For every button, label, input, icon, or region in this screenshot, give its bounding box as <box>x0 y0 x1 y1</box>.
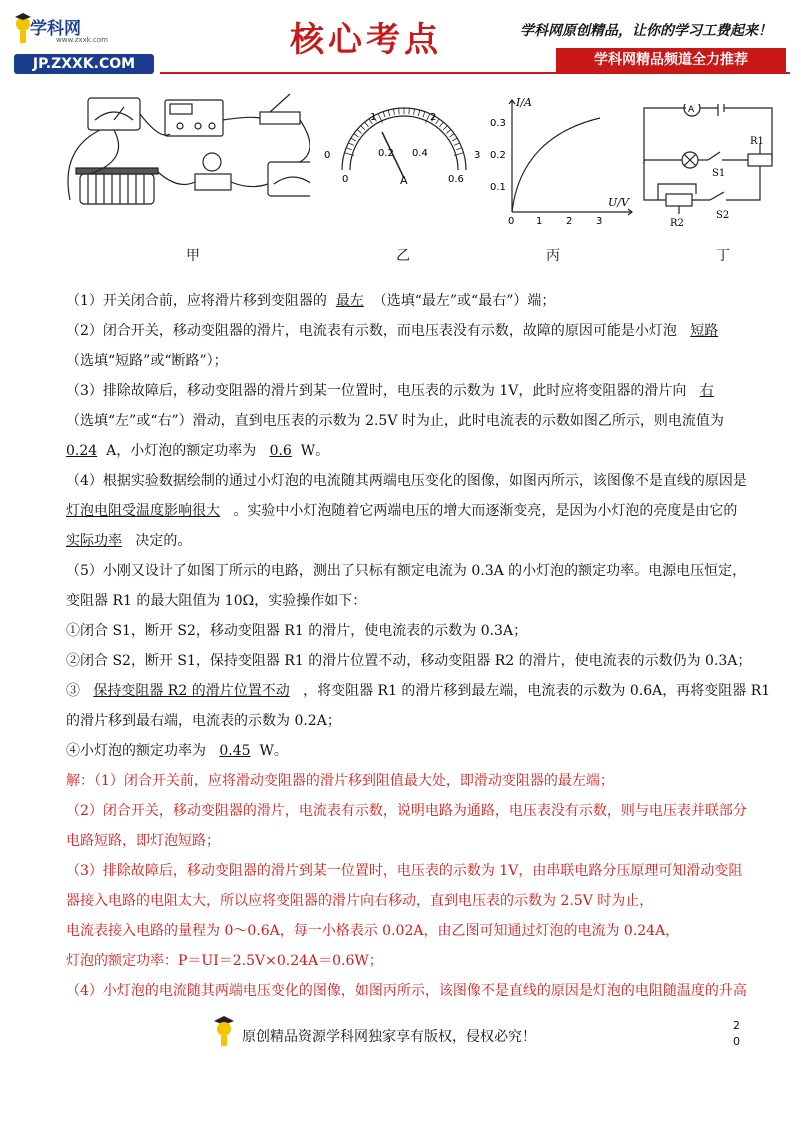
dial-tick <box>409 108 410 114</box>
dial-tick <box>393 109 394 115</box>
figure-label-ding: 丁 <box>716 248 730 264</box>
graph-ytick-3: 0.3 <box>490 118 506 129</box>
step-4-text: ④小灯泡的额定功率为 <box>66 743 206 759</box>
step-3-text: ，将变阻器 R1 的滑片移到最左端，电流表的示数为 0.6A，再将变阻器 R1 <box>303 683 771 699</box>
question-3-line1 <box>66 376 756 406</box>
figure-label-jia: 甲 <box>186 248 200 264</box>
graph-ytick-2: 0.2 <box>490 150 506 161</box>
solution-line-6: 电流表接入电路的量程为 0～0.6A，每一小格表示 0.02A，由乙图可知通过灯泡的电流为 0.24A， <box>66 923 680 939</box>
graph-xtick-2: 2 <box>566 216 573 227</box>
dial-tick <box>361 126 365 130</box>
page-number-top: 2 <box>733 1019 740 1032</box>
question-body <box>66 286 771 1006</box>
header-divider <box>160 72 790 74</box>
dial-tick <box>354 134 359 138</box>
page-header <box>0 0 800 78</box>
dial-inner-tick-0: 0 <box>342 174 349 185</box>
q3-mid: A，小灯泡的额定功率为 <box>106 443 257 459</box>
q3-answer-current: 0.24 <box>66 443 98 459</box>
q4-answer-power: 实际功率 <box>66 533 122 549</box>
dial-tick <box>399 108 400 114</box>
circuit-figure <box>640 104 780 234</box>
dial-tick <box>383 112 385 118</box>
question-2-line2: （选填“短路”或“断路”）； <box>66 353 228 369</box>
dial-tick <box>456 148 462 150</box>
header-banner: 学科网精品频道全力推荐 <box>556 48 786 72</box>
dial-tick <box>443 126 447 130</box>
step-3-answer: 保持变阻器 R2 的滑片位置不动 <box>93 683 290 699</box>
q3-answer-direction: 右 <box>699 383 714 399</box>
step-4-answer: 0.45 <box>219 743 251 759</box>
page-footer <box>0 1012 800 1072</box>
step-4 <box>66 736 756 766</box>
question-5-line2: 变阻器 R1 的最大阻值为 10Ω，实验操作如下： <box>66 593 367 609</box>
dial-outer-tick-3: 3 <box>474 150 481 161</box>
step-3-line1 <box>66 676 771 706</box>
dial-outer-tick-2: 2 <box>430 112 437 123</box>
graph-xtick-3: 3 <box>596 216 603 227</box>
dial-tick <box>452 138 457 141</box>
dial-outer-tick-1: 1 <box>370 112 377 123</box>
solution-line-8: （4）小灯泡的电流随其两端电压变化的图像，如图丙所示，该图像不是直线的原因是灯泡的电阻随温度的升高 <box>66 983 747 999</box>
copyright-notice: 原创精品资源学科网独家享有版权，侵权必究！ <box>242 1029 536 1045</box>
circuit-s1-label: S1 <box>712 168 726 179</box>
q1-options: （选填“最左”或“最右”）端； <box>372 293 556 309</box>
circuit-r2-label: R2 <box>670 218 684 229</box>
dial-outer-tick-0: 0 <box>324 150 331 161</box>
page-title: 核心考点 <box>290 20 442 60</box>
apparatus-figure <box>60 90 310 230</box>
dial-inner-tick-2: 0.4 <box>412 148 428 159</box>
dial-tick <box>365 122 369 127</box>
question-3-line3 <box>66 436 756 466</box>
solution-line-2: （2）闭合开关，移动变阻器的滑片，电流表有示数，说明电路为通路，电压表没有示数，则与电压表并联部分 <box>66 803 747 819</box>
q3-answer-power: 0.6 <box>269 443 292 459</box>
step-2: ②闭合 S2，断开 S1，保持变阻器 R1 的滑片位置不动，移动变阻器 R2 的滑片，使电流表的示数仍为 0.3A； <box>66 653 752 669</box>
question-4-line2 <box>66 496 756 526</box>
q4-text: 。实验中小灯泡随着它两端电压的增大而逐渐变亮，是因为小灯泡的亮度是由它的 <box>233 503 738 519</box>
q2-text: （2）闭合开关，移动变阻器的滑片，电流表有示数，而电压表没有示数，故障的原因可能是小灯泡 <box>66 323 677 339</box>
solution-line-3: 电路短路，即灯泡短路； <box>66 833 220 849</box>
graph-xlabel: U/V <box>608 196 629 209</box>
graph-xtick-1: 1 <box>536 216 543 227</box>
q1-text: （1）开关闭合前，应将滑片移到变阻器的 <box>66 293 327 309</box>
q4-end: 决定的。 <box>135 533 192 549</box>
dial-unit: A <box>400 174 408 187</box>
figures-row <box>60 90 780 265</box>
mascot-icon <box>212 1014 236 1048</box>
question-1 <box>66 286 756 316</box>
dial-tick <box>446 129 451 133</box>
dial-tick <box>440 122 444 127</box>
question-4-line3 <box>66 526 756 556</box>
circuit-r1-label: R1 <box>750 136 764 147</box>
q3-unit: W。 <box>300 443 330 459</box>
question-5-line1: （5）小刚又设计了如图丁所示的电路，测出了只标有额定电流为 0.3A 的小灯泡的额定功率。电源电压恒定， <box>66 563 747 579</box>
solution-line-7: 灯泡的额定功率：P＝UI＝2.5V×0.24A＝0.6W； <box>66 953 383 969</box>
logo-domain: www.zxxk.com <box>56 36 108 44</box>
iu-graph-figure <box>490 90 640 230</box>
dial-tick <box>388 110 390 116</box>
graph-ytick-1: 0.1 <box>490 182 506 193</box>
dial-tick <box>418 110 420 116</box>
graph-ylabel: I/A <box>516 96 532 109</box>
site-logo[interactable] <box>14 10 154 72</box>
question-3-line2: （选填“左”或“右”）滑动，直到电压表的示数为 2.5V 时为止，此时电流表的示数如图乙所示，则电流值为 <box>66 413 724 429</box>
header-slogan: 学科网原创精品，让你的学习工费起来！ <box>520 23 772 39</box>
solution-line-5: 器接入电路的电阻太大，所以应将变阻器的滑片向右移动，直到电压表的示数为 2.5V 时为止， <box>66 893 654 909</box>
graph-xtick-0: 0 <box>508 216 515 227</box>
circuit-s2-label: S2 <box>716 210 730 221</box>
dial-tick <box>449 134 454 138</box>
dial-tick <box>351 138 356 141</box>
dial-tick <box>348 143 353 146</box>
dial-tick <box>414 109 415 115</box>
page-number-bottom: 0 <box>733 1035 740 1048</box>
dial-inner-tick-3: 0.6 <box>448 174 464 185</box>
dial-inner-tick-1: 0.2 <box>378 148 394 159</box>
solution-line-4: （3）排除故障后，移动变阻器的滑片到某一位置时，电压表的示数为 1V，由串联电路分压原理可知滑动变阻 <box>66 863 743 879</box>
step-3-line2: 的滑片移到最右端，电流表的示数为 0.2A； <box>66 713 341 729</box>
logo-url: JP.ZXXK.COM <box>14 54 154 74</box>
dial-tick <box>346 148 352 150</box>
step-1: ①闭合 S1，断开 S2，移动变阻器 R1 的滑片，使电流表的示数为 0.3A； <box>66 623 528 639</box>
dial-tick <box>357 129 362 133</box>
solution-line-1: 解：（1）闭合开关前，应将滑动变阻器的滑片移到阻值最大处，即滑动变阻器的最左端； <box>66 773 614 789</box>
ammeter-figure <box>322 100 492 190</box>
page-number <box>733 1018 740 1050</box>
q2-answer: 短路 <box>690 323 719 339</box>
figure-label-bing: 丙 <box>546 248 560 264</box>
dial-tick <box>423 112 425 118</box>
step-3-marker: ③ <box>66 683 80 699</box>
question-2-line1 <box>66 316 756 346</box>
step-4-unit: W。 <box>259 743 288 759</box>
circuit-ammeter-label: A <box>688 105 695 115</box>
q1-answer: 最左 <box>335 293 364 309</box>
question-4-line1: （4）根据实验数据绘制的通过小灯泡的电流随其两端电压变化的图像，如图丙所示，该图像不是直线的原因是 <box>66 473 747 489</box>
figure-label-yi: 乙 <box>396 248 410 264</box>
dial-tick <box>454 143 459 146</box>
logo-name: 学科网 <box>30 19 81 39</box>
q4-answer-reason: 灯泡电阻受温度影响很大 <box>66 503 220 519</box>
q3-text: （3）排除故障后，移动变阻器的滑片到某一位置时，电压表的示数为 1V，此时应将变阻器的滑片向 <box>66 383 687 399</box>
